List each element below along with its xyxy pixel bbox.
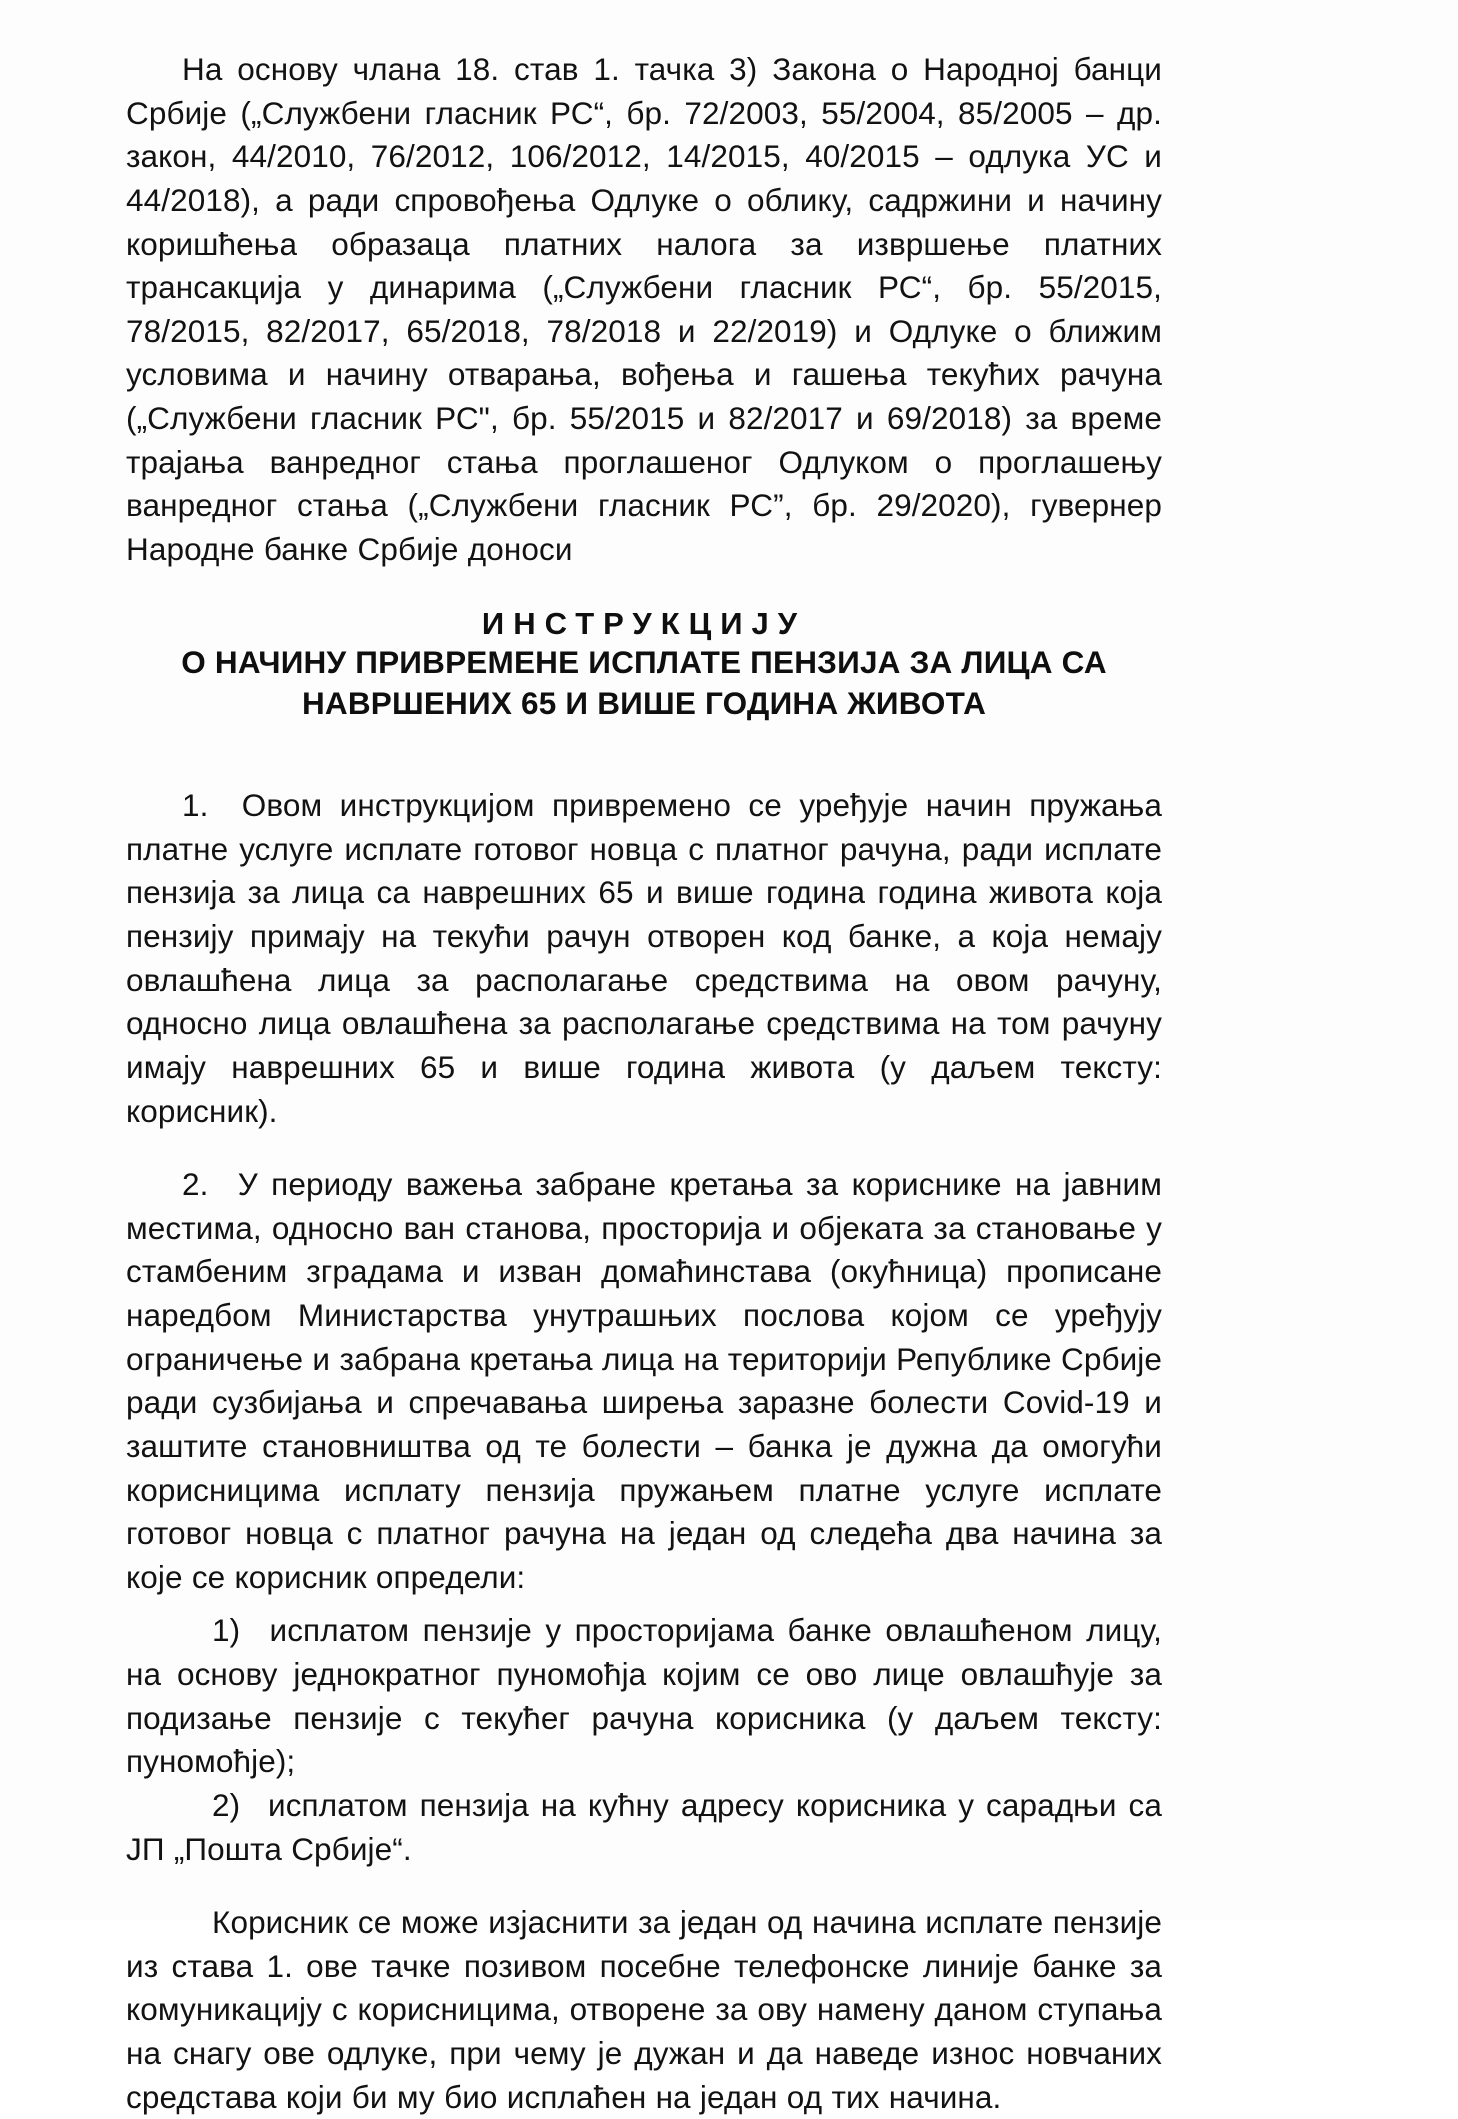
closing-paragraph: Корисник се може изјаснити за један од начина исплате пензије из става 1. ове тачке позивом посебне телефонске линије банке за комуникацију с корисницима, отворене за ову намену даном ступања на снагу ове одлуке, при чему је дужан и да наведе износ новчаних средстава који би му био исплаћен на један од тих начина.: [126, 1904, 1162, 2115]
numbered-item-2: 2. У периоду важења забране кретања за кориснике на јавним местима, односно ван станова, просторија и објеката за становање у стамбеним зградама и изван домаћинстава (окућница) прописане наредбом Министарства унутрашњих послова којом се уређују ограничење и забрана кретања лица на територији Републике Србије ради сузбијања и спречавања ширења заразне болести Covid-19 и заштите становништва од те болести – банка је дужна да омогући корисницима исплату пензија пружањем платне услуге исплате готовог новца с платног рачуна на један од следећа два начина за које се корисник определи:: [126, 1166, 1162, 1595]
preamble-paragraph: На основу члана 18. став 1. тачка 3) Закона о Народној банци Србије („Службени гласник РС“, бр. 72/2003, 55/2004, 85/2005 – др. закон, 44/2010, 76/2012, 106/2012, 14/2015, 40/2015 – одлука УС и 44/2018), а ради спровођења Одлуке о облику, садржини и начину коришћења образаца платних налога за извршење платних трансакција у динарима („Службени гласник РС“, бр. 55/2015, 78/2015, 82/2017, 65/2018, 78/2018 и 22/2019) и Одлуке о ближим условима и начину отварања, вођења и гашења текућих рачуна („Службени гласник РС", бр. 55/2015 и 82/2017 и 69/2018) за време трајања ванредног стања проглашеног Одлуком о проглашењу ванредног стања („Службени гласник РС”, бр. 29/2020), гувернер Народне банке Србије доноси: [126, 51, 1162, 567]
spacer-before-title: [126, 572, 1162, 605]
sub-item-1: 1) исплатом пензије у просторијама банке овлашћеном лицу, на основу једнократног пуномоћја којим се ово лице овлашћује за подизање пензије с текућег рачуна корисника (у даљем тексту: пуномоћје);: [126, 1612, 1162, 1780]
spacer-before-list: [126, 1599, 1162, 1609]
sub-item-2: 2) исплатом пензија на кућну адресу корисника у сарадњи са ЈП „Пошта Србије“.: [126, 1786, 1162, 1867]
document-body: [126, 48, 1162, 2119]
title-line-1: О НАЧИНУ ПРИВРЕМЕНЕ ИСПЛАТЕ ПЕНЗИЈА ЗА ЛИЦА СА: [181, 644, 1107, 681]
numbered-item-1: 1. Овом инструкцијом привремено се уређује начин пружања платне услуге исплате готовог новца с платног рачуна, ради исплате пензија за лица са наврешних 65 и више година година живота која пензију примају на текући рачун отворен код банке, а која немају овлашћена лица за располагање средствима на овом рачуну, односно лица овлашћена за располагање средствима на том рачуну имају наврешних 65 и више година живота (у даљем тексту: корисник).: [126, 787, 1162, 1129]
spacer-after-title: [126, 724, 1162, 754]
title-kicker: ИНСТРУКЦИЈУ: [481, 605, 807, 641]
document-title-block: [126, 605, 1162, 725]
title-line-2: НАВРШЕНИХ 65 И ВИШЕ ГОДИНА ЖИВОТА: [301, 685, 987, 722]
